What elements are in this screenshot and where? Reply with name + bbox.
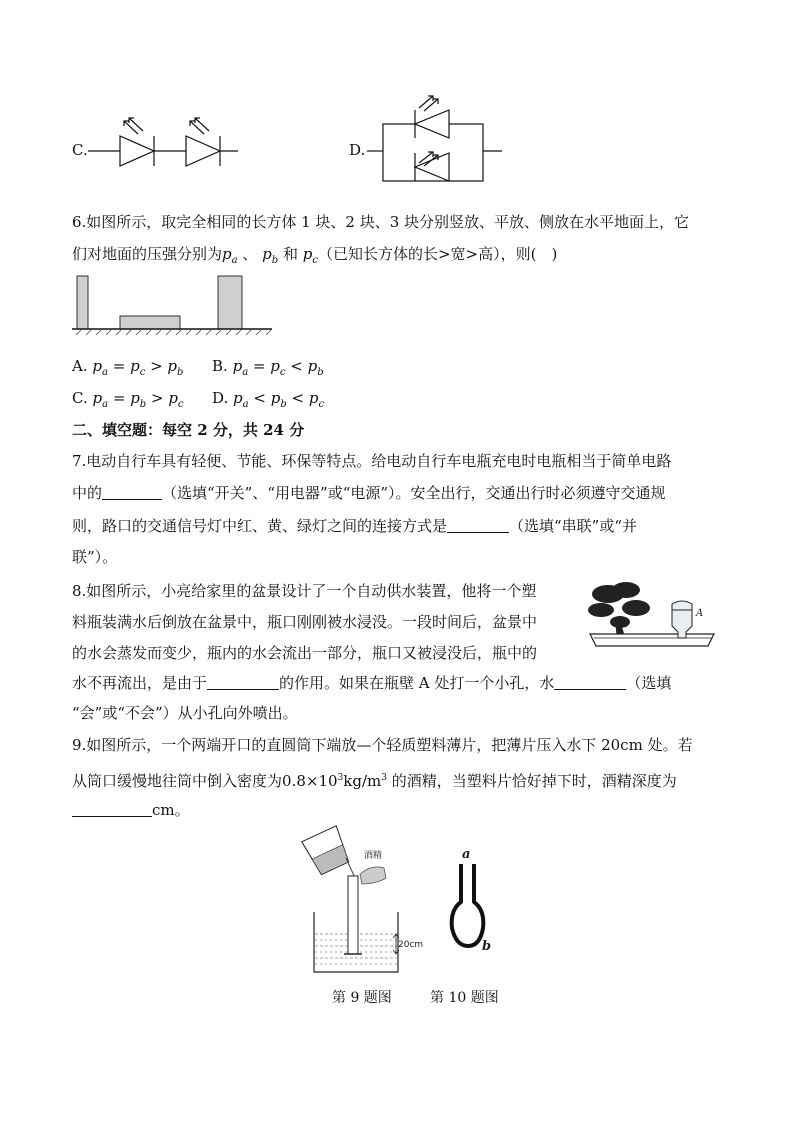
point-a-label: A xyxy=(696,608,704,619)
cylinder-alcohol-diagram xyxy=(302,826,422,976)
point-a-label: a xyxy=(462,847,471,862)
q7-line3: 则，路口的交通信号灯中红、黄、绿灯之间的连接方式是 （选填“串联”或“并 xyxy=(72,517,638,535)
bonsai-tree-icon xyxy=(588,582,650,640)
fig9-caption: 第 9 题图 xyxy=(332,990,392,1006)
section-title: 二、填空题：每空 2 分，共 24 分 xyxy=(72,421,305,439)
q8-line5: “会”或“不会”）从小孔向外喷出。 xyxy=(72,704,298,722)
brick-side xyxy=(218,276,242,329)
answer-blank[interactable] xyxy=(72,802,152,817)
q8-line4: 水不再流出，是由于 的作用。如果在瓶壁 A 处打一个小孔，水 （选填 xyxy=(72,674,672,692)
q6-option-d: D. $p_a < p_b < p_c$ xyxy=(212,389,325,410)
led-icon xyxy=(415,152,449,181)
bonsai-water-feeder-diagram xyxy=(586,582,720,652)
q9-line1: 9.如图所示，一个两端开口的直圆筒下端放—个轻质塑料薄片，把薄片压入水下 20cm 处。若 xyxy=(72,736,693,754)
bottle-icon xyxy=(672,601,692,638)
diode-series-diagram xyxy=(88,118,238,168)
answer-blank[interactable] xyxy=(554,675,626,690)
tube-bulb-diagram xyxy=(448,846,498,954)
q6-stem-line1: 6.如图所示，取完全相同的长方体 1 块、2 块、3 块分别竖放、平放、侧放在水平地面上，它 xyxy=(72,213,690,231)
bricks-diagram xyxy=(72,274,272,336)
answer-blank[interactable] xyxy=(207,675,279,690)
led-icon xyxy=(415,96,449,138)
q6-option-b: B. $p_a = p_c < p_b$ xyxy=(212,357,324,378)
led-icon xyxy=(186,118,220,166)
led-icon xyxy=(120,118,154,166)
answer-blank[interactable] xyxy=(102,485,162,500)
depth-label: 20cm xyxy=(398,940,424,950)
hand-icon xyxy=(360,867,386,884)
q7-line1: 7.电动自行车具有轻便、节能、环保等特点。给电动自行车电瓶充电时电瓶相当于简单电路 xyxy=(72,452,672,470)
q6-option-a: A. $p_a = p_c > p_b$ xyxy=(72,357,184,378)
beaker-icon xyxy=(302,826,352,876)
q7-line4: 联”）。 xyxy=(72,548,118,566)
diode-parallel-diagram xyxy=(367,96,502,186)
q9-line3: cm。 xyxy=(72,800,190,820)
q7-line2: 中的 （选填“开关”、“用电器”或“电源”）。安全出行，交通出行时必须遵守交通规 xyxy=(72,484,666,502)
brick-upright xyxy=(77,276,88,329)
option-c-label: C. xyxy=(72,141,88,159)
q8-line2: 料瓶装满水后倒放在盆景中，瓶口刚刚被水浸没。一段时间后，盆景中 xyxy=(72,613,538,631)
q6-stem-line2: 们对地面的压强分别为$p_a$ 、 $p_b$ 和 $p_c$（已知长方体的长>宽>高），则( ) xyxy=(72,245,558,266)
q6-option-c: C. $p_a = p_b > p_c$ xyxy=(72,389,184,410)
fig10-caption: 第 10 题图 xyxy=(430,990,499,1006)
alcohol-label: 酒精 xyxy=(364,851,383,861)
answer-blank[interactable] xyxy=(447,518,509,533)
q8-line1: 8.如图所示，小亮给家里的盆景设计了一个自动供水装置，他将一个塑 xyxy=(72,582,537,600)
brick-flat xyxy=(120,316,180,329)
option-d-label: D. xyxy=(349,141,366,159)
q9-line2: 从筒口缓慢地往筒中倒入密度为$0.8\times 10^3kg/m^3$ 的酒精，当塑料片恰好掉下时，酒精深度为 xyxy=(72,772,677,790)
point-b-label: b xyxy=(482,939,492,954)
q8-line3: 的水会蒸发而变少，瓶内的水会流出一部分，瓶口又被浸没后，瓶中的 xyxy=(72,644,538,662)
